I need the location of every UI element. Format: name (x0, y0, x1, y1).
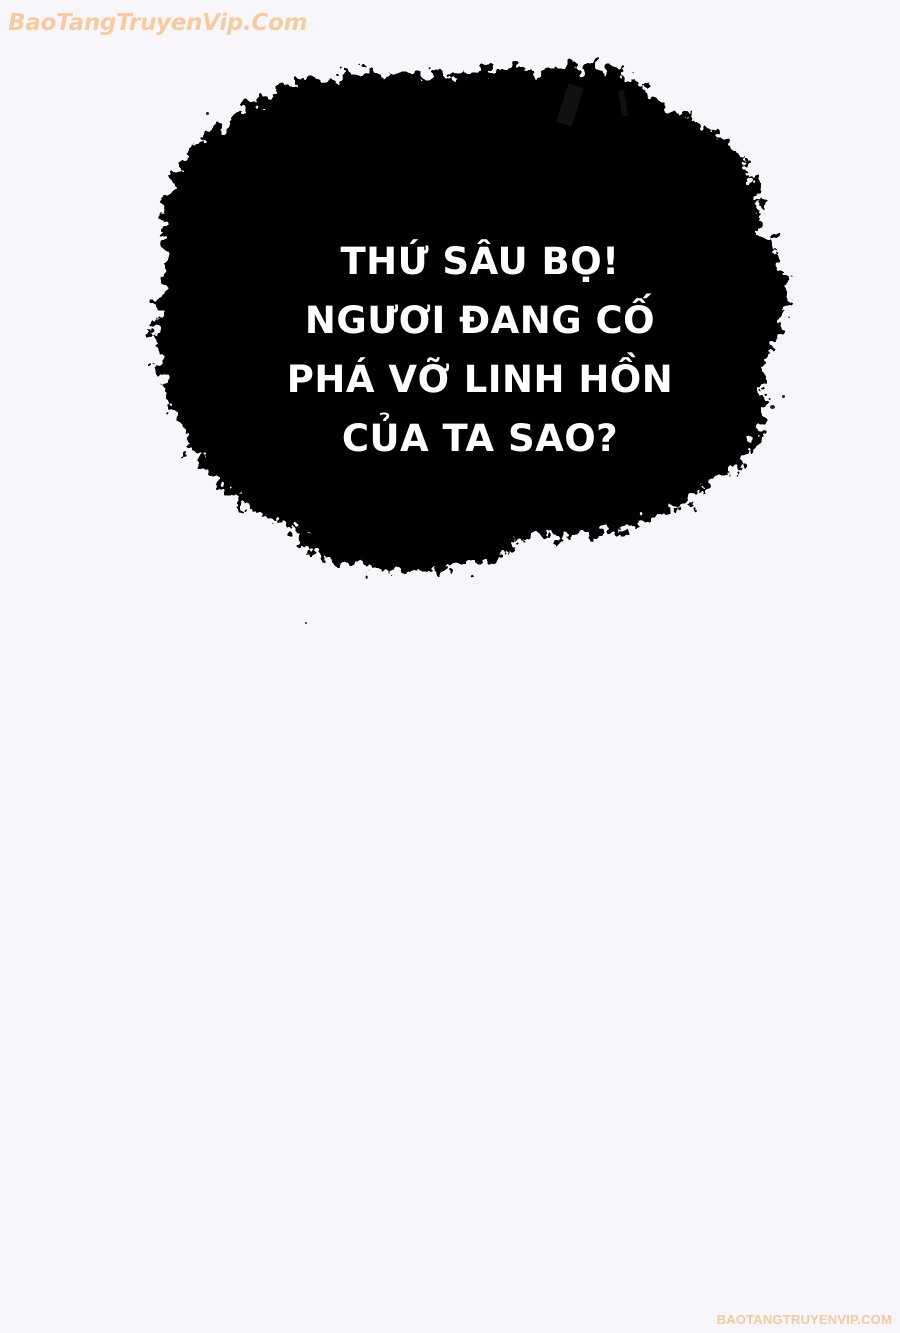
site-watermark-top: BaoTangTruyenVip.Com (8, 10, 308, 36)
speech-line-4: CỦA TA SAO? (341, 417, 619, 460)
ink-speck (305, 622, 307, 624)
ink-speck (782, 395, 785, 398)
site-watermark-bottom: BAOTANGTRUYENVIP.COM (716, 1312, 892, 1327)
ink-speck (770, 405, 775, 409)
speech-line-1: THỨ SÂU BỌ! (340, 240, 620, 283)
ink-speck (206, 112, 209, 115)
speech-line-2: NGƯƠI ĐANG CỐ (304, 299, 656, 342)
speech-line-3: PHÁ VỠ LINH HỒN (286, 358, 674, 401)
speech-bubble-text (200, 232, 760, 468)
